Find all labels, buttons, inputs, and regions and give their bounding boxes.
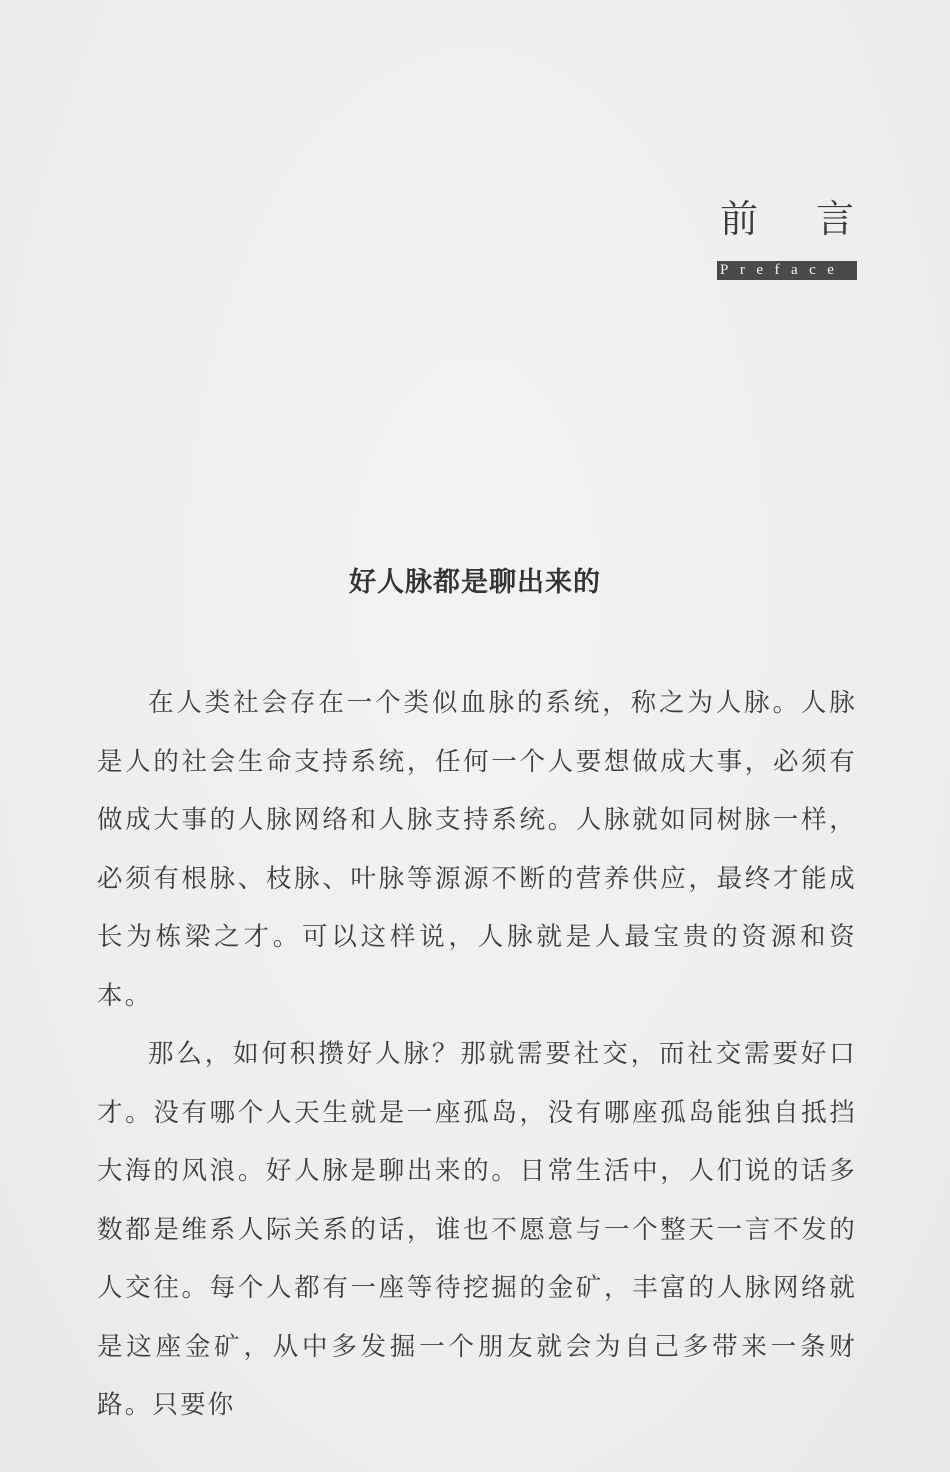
chapter-heading-english: Preface <box>717 261 857 280</box>
paragraph: 那么，如何积攒好人脉？那就需要社交，而社交需要好口才。没有哪个人天生就是一座孤岛，没有哪座孤岛能独自抵挡大海的风浪。好人脉是聊出来的。日常生活中，人们说的话多数都是维系人际关系的话，谁也不愿意与一个整天一言不发的人交往。每个人都有一座等待挖掘的金矿，丰富的人脉网络就是这座金矿，从中多发掘一个朋友就会为自己多带来一条财路。只要你 <box>97 1039 857 1420</box>
paragraph: 在人类社会存在一个类似血脉的系统，称之为人脉。人脉是人的社会生命支持系统，任何一个人要想做成大事，必须有做成大事的人脉网络和人脉支持系统。人脉就如同树脉一样，必须有根脉、枝脉、叶脉等源源不断的营养供应，最终才能成长为栋梁之才。可以这样说，人脉就是人最宝贵的资源和资本。 <box>97 688 857 1011</box>
chapter-heading: 前言 <box>719 197 912 241</box>
body-text <box>97 674 857 1435</box>
section-title: 好人脉都是聊出来的 <box>349 567 601 598</box>
